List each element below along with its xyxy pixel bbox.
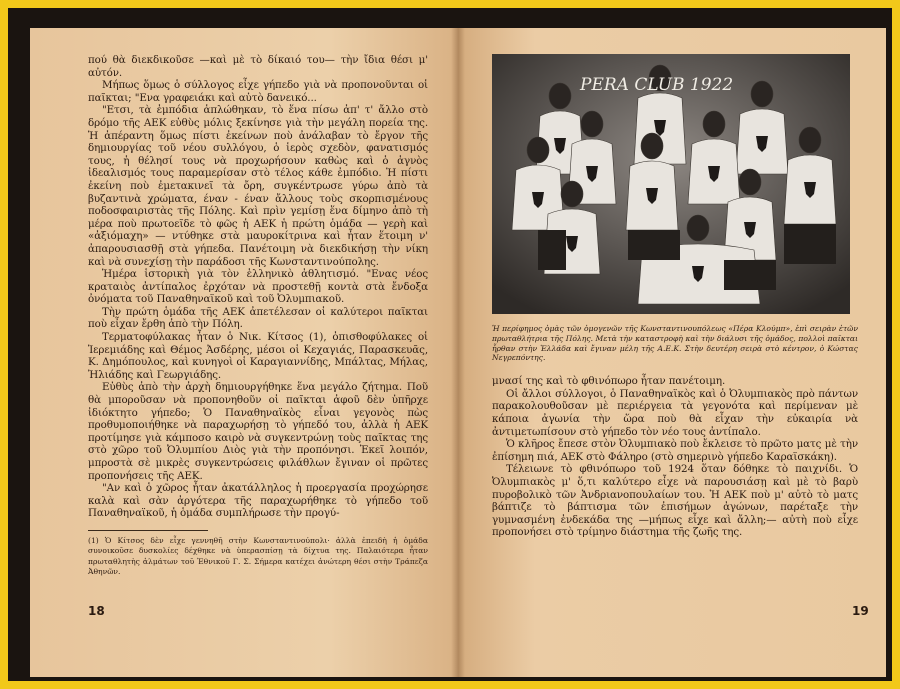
team-photo-image [492,54,850,314]
paragraph: Οἱ ἄλλοι σύλλογοι, ὁ Παναθηναϊκὸς καὶ ὁ Ὀλυμπιακὸς πρὸ πάντων παρακολουθοῦσαν μὲ περιέργεια τὰ γεγονότα καὶ περίμεναν μὲ κάποια ἀγωνία τὴν ὥρα ποὺ θὰ εἶχαν τὴν εὐκαιρία νὰ ἀντιμετωπίσουν στὸ γήπεδο τὸν νέο τους ἀντίπαλο. [492,387,858,438]
right-page-text [492,375,858,539]
left-page-text [88,54,428,520]
book-frame [8,8,892,681]
paragraph: Μήπως ὅμως ὁ σύλλογος εἶχε γήπεδο γιὰ νὰ προπονοῦνται οἱ παῖκται; "Ενα γραφειάκι καὶ αὐτὸ δανεικό... [88,79,428,104]
page-number-left: 18 [88,604,105,618]
paragraph: Ἡμέρα ἱστορικὴ γιὰ τὸν ἑλληνικὸ ἀθλητισμό. "Ενας νέος κραταιὸς ἀντίπαλος ἐρχόταν νὰ προστεθῇ κοντὰ στὰ ἔνδοξα ὀνόματα τοῦ Παναθηναϊκοῦ καὶ τοῦ Ὀλυμπιακοῦ. [88,268,428,306]
book-spread [30,28,886,677]
paragraph: Τὴν πρώτη ὁμάδα τῆς ΑΕΚ ἀπετέλεσαν οἱ καλύτεροι παῖκται ποὺ εἶχαν ἔρθη ἀπὸ τὴν Πόλη. [88,305,428,331]
book-gutter [451,28,465,677]
paragraph: Εὐθὺς ἀπὸ τὴν ἀρχὴ δημιουργήθηκε ἕνα μεγάλο ζήτημα. Ποῦ θὰ μποροῦσαν νὰ προπονηθοῦν οἱ παῖκται ἀφοῦ δὲν ὑπῆρχε ἰδιόκτητο γήπεδο; Ὁ Παναθηναϊκὸς εἶναι γεγονὸς πὼς προθυμοποιήθηκε νὰ παραχωρήσῃ τὸ γήπεδό του, ἀλλὰ ἡ ΑΕΚ προτίμησε γιὰ κάμποσο καιρὸ νὰ συγκεντρώνῃ τοὺς παῖκτας της στὸ χῶρο τοῦ Ὀλυμπίου Διὸς γιὰ τὴν προπόνησι. Ἐκεῖ λοιπόν, μπροστὰ σὲ μικρὲς συγκεντρώσεις φιλάθλων ἔγιναν οἱ πρῶτες προπονήσεις τῆς ΑΕΚ. [88,381,428,482]
footnote-rule [88,530,208,531]
photo-caption [492,324,858,363]
paragraph: Τέλειωνε τὸ φθινόπωρο τοῦ 1924 ὅταν δόθηκε τὸ παιχνίδι. Ὁ Ὀλυμπιακὸς μ' ὅ,τι καλύτερο εἶχε νὰ παρουσιάσῃ καὶ μὲ τὸ βαρὺ πυροβολικὸ τῶν Ἀνδριανοπουλαίων του. Ἡ ΑΕΚ ποὺ μ' αὐτὸ τὸ ματς βάπτιζε τὸ βάπτισμα τῶν ἐπισήμων ἀγώνων, παρέταξε τὴν γυμνασμένη ἐνδεκάδα της —μήπως εἶχε καὶ ἄλλη;— αὐτὴ ποὺ εἶχε προπονήσει στὸ τρίμηνο διάστημα τῆς ζωῆς της. [492,463,858,539]
paragraph: πού θὰ διεκδικοῦσε —καὶ μὲ τὸ δίκαιό του— τὴν ἴδια θέσι μ' αὐτόν. [88,54,428,79]
left-page [30,28,458,677]
paragraph: "Αν καὶ ὁ χῶρος ἦταν ἀκατάλληλος ἡ προεργασία προχώρησε καλὰ καὶ σὰν ἀργότερα τῆς παραχωρήθηκε τὸ γήπεδο τοῦ Παναθηναϊκοῦ, ἡ ὁμάδα συμπλήρωσε τὴν προγύ- [88,482,428,520]
footnote [88,536,428,578]
photo-inscription: PERA CLUB 1922 [580,75,734,95]
paragraph: "Ετσι, τὰ ἐμπόδια ἁπλώθηκαν, τὸ ἕνα πίσω ἀπ' τ' ἄλλο στὸ δρόμο τῆς ΑΕΚ εὐθὺς μόλις ξεκίνησε γιὰ τὴν μεγάλη πορεία της. Ἡ ἀπέραντη ὅμως πίστι ἐκείνων ποὺ ἀνάλαβαν τὸ ἔργον τῆς δημιουργίας τοῦ νέου συλλόγου, ὁ ἱερὸς σχεδὸν, φανατισμός τους, ἡ θέλησί τους νὰ προχωρήσουν καθὼς καὶ ὁ ἁγνὸς ἰδεαλισμός τους παραμερίσαν στὸ τέλος κάθε ἐμπόδιο. Ἡ πίστι ἐκείνη ποὺ ἐμετακινεῖ τὰ ὄρη, συγκέντρωσε γύρω ἀπὸ τὰ βυζαντινὰ χρώματα, έναν - έναν ἄλλους τοὺς σκορπισμένους ποδοσφαιριστὰς τῆς Πόλης. Καὶ πρὶν γεμίσῃ ἕνα δίμηνο ἀπὸ τὴ μέρα ποὺ πρωτοεῖδε τὸ φῶς ἡ ΑΕΚ ἡ πρώτη ὁμάδα — γερὴ καὶ «ἀξιόμαχη» — ντύθηκε στὰ μαυροκίτρινα καὶ ἦταν ἕτοιμη ν' ἀπαρουσιασθῇ στὰ γήπεδα. Πανέτοιμη νὰ διεκδικήσῃ τὴν νίκη καὶ νὰ συνεχίσῃ τὴν παράδοσι τῆς Κωνσταντινούπολης. [88,104,428,268]
paragraph: μνασί της καὶ τὸ φθινόπωρο ἦταν πανέτοιμη. [492,375,726,388]
right-page [458,28,886,677]
page-number-right: 19 [852,604,869,618]
footnote-text: (1) Ὁ Κίτσος δὲν εἶχε γεννηθῆ στὴν Κωνσταντινούπολι· ἀλλὰ ἐπειδὴ ἡ ὁμάδα συνοικοῦσε δυσκολίες δέχθηκε νὰ ὑπερασπίσῃ τὰ δίχτυα της. Παλαιότερα ἦταν πρωταθλητὴς ἀλμάτων τοῦ Ἐθνικοῦ Γ. Σ. Σήμερα κατέχει ἀνώτερη θέσι στὴν Τράπεζα Ἀθηνῶν. [88,535,428,577]
caption-text: Ἡ περίφημος ὁμὰς τῶν ὁμογενῶν τῆς Κωνσταντινουπόλεως «Πέρα Κλούμπ», ἐπὶ σειρὰν ἐτῶν πρωταθλήτρια τῆς Πόλης. Μετὰ τὴν καταστροφὴ καὶ τὴν διάλυσι τῆς ὁμάδος, πολλοὶ παῖκται ἦρθαν στὴν Ἑλλάδα καὶ ἔγιναν μέλη τῆς Α.Ε.Κ. Στὴν δευτέρη σειρὰ στὸ κέντρον, ὁ Κώστας Νεγρεπόντης. [492,324,858,363]
paragraph: Ὁ κλῆρος ἔπεσε στὸν Ὀλυμπιακὸ ποὺ ἔκλεισε τὸ πρῶτο ματς μὲ τὴν ἐπίσημη πιά, ΑΕΚ στὸ Φάληρο (στὸ σημερινὸ γήπεδο Καραϊσκάκη). [492,438,858,463]
team-photo [492,54,850,314]
paragraph: Τερματοφύλακας ἦταν ὁ Νικ. Κίτσος (1), ὀπισθοφύλακες οἱ Ἱερεμιάδης καὶ Θέμος Ἀσδέρης, μέσοι οἱ Κεχαγιάς, Παρασκευᾶς, Κ. Δημόπουλος, καὶ κυνηγοὶ οἱ Καραγιαννίδης, Μπάλτας, Μήλας, Ἠλιάδης καὶ Γεωργιάδης. [88,331,428,381]
